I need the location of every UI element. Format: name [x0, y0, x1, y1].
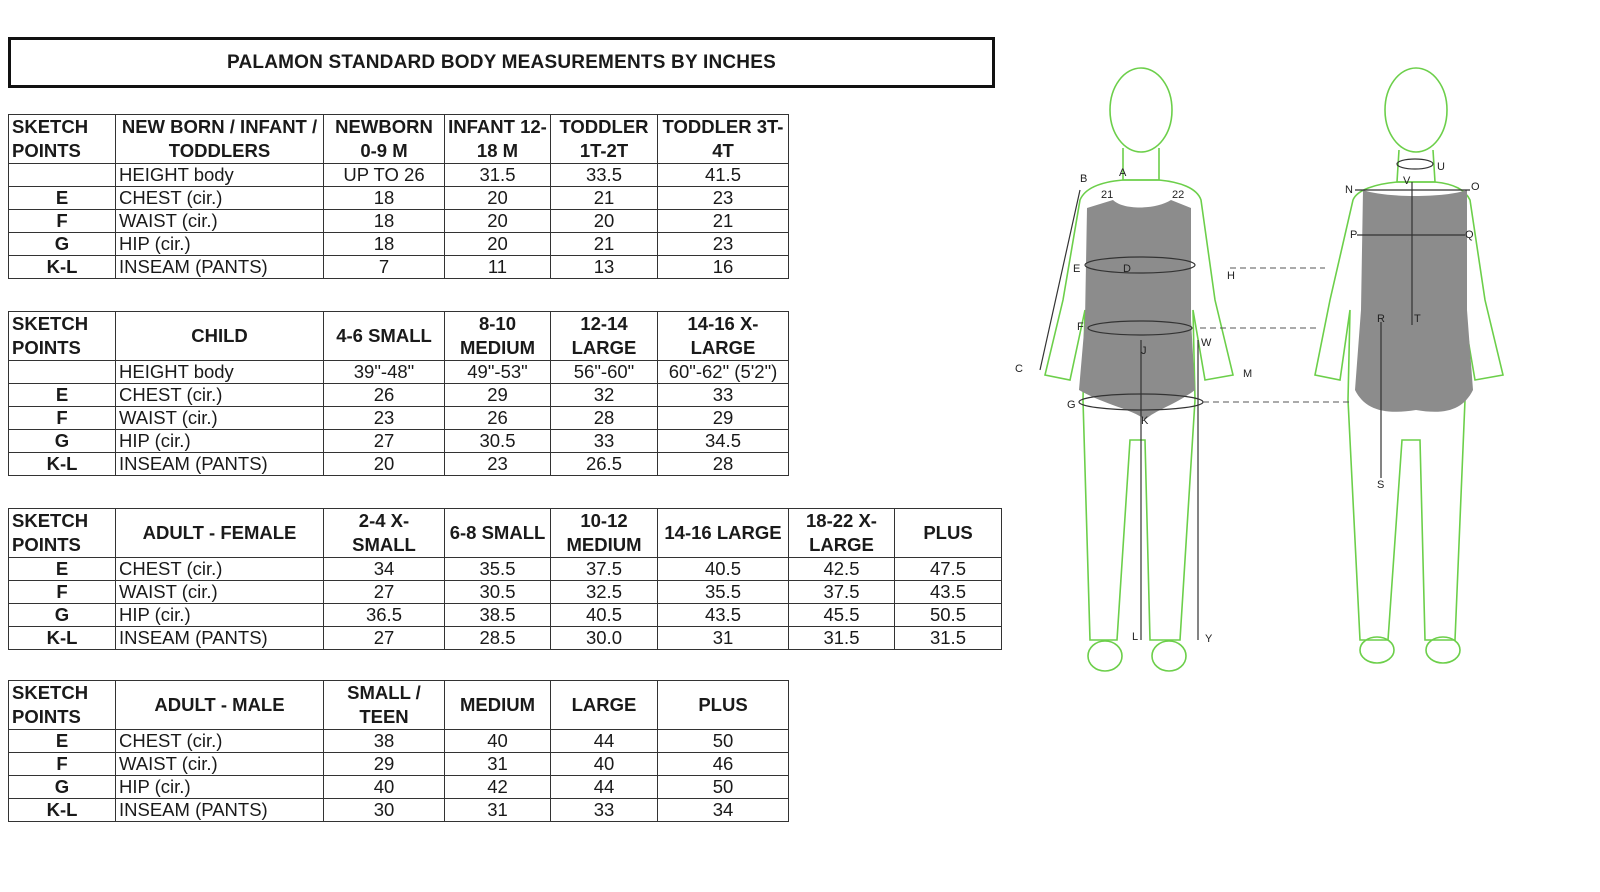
size-header: NEWBORN 0-9 M	[324, 115, 445, 164]
measurement-value-cell: 31	[658, 627, 789, 650]
category-header: ADULT - FEMALE	[116, 509, 324, 558]
table-header-row	[9, 312, 789, 361]
table-row	[9, 558, 1002, 581]
svg-text:R: R	[1377, 313, 1385, 325]
measurement-value-cell: 18	[324, 210, 445, 233]
sketch-point-cell: G	[9, 604, 116, 627]
table-header-row	[9, 115, 789, 164]
measurement-value-cell: 20	[324, 453, 445, 476]
adult-female-table	[8, 508, 1002, 650]
table-header-row	[9, 681, 789, 730]
svg-text:H: H	[1227, 270, 1235, 282]
measurement-label-cell: INSEAM (PANTS)	[116, 627, 324, 650]
measurement-value-cell: 44	[551, 730, 658, 753]
sketch-point-cell: F	[9, 753, 116, 776]
measurement-value-cell: 42.5	[789, 558, 895, 581]
measurement-value-cell: 31.5	[445, 164, 551, 187]
measurement-value-cell: 56"-60"	[551, 361, 658, 384]
guide-dashes	[1200, 268, 1350, 402]
svg-text:G: G	[1067, 399, 1076, 411]
table-row	[9, 210, 789, 233]
measurement-label-cell: CHEST (cir.)	[116, 187, 324, 210]
measurement-value-cell: 27	[324, 430, 445, 453]
measurement-value-cell: 20	[445, 210, 551, 233]
measurement-value-cell: 16	[658, 256, 789, 279]
measurement-value-cell: 34	[324, 558, 445, 581]
measurement-value-cell: 30	[324, 799, 445, 822]
sketch-point-cell: K-L	[9, 256, 116, 279]
svg-text:Y: Y	[1205, 633, 1213, 645]
measurement-label-cell: HIP (cir.)	[116, 776, 324, 799]
svg-text:C: C	[1015, 363, 1023, 375]
measurement-value-cell: 40.5	[551, 604, 658, 627]
sketch-point-cell: E	[9, 384, 116, 407]
size-header: 12-14 LARGE	[551, 312, 658, 361]
measurement-value-cell: 32	[551, 384, 658, 407]
table-row	[9, 753, 789, 776]
sketch-points-header: SKETCH POINTS	[9, 681, 116, 730]
measurement-value-cell: 38	[324, 730, 445, 753]
size-header: 8-10 MEDIUM	[445, 312, 551, 361]
sketch-point-cell	[9, 164, 116, 187]
table-row	[9, 453, 789, 476]
svg-text:N: N	[1345, 184, 1353, 196]
measurement-value-cell: 45.5	[789, 604, 895, 627]
measurement-value-cell: 34.5	[658, 430, 789, 453]
measurement-value-cell: 21	[551, 187, 658, 210]
table-row	[9, 799, 789, 822]
sketch-point-cell: F	[9, 407, 116, 430]
size-header: LARGE	[551, 681, 658, 730]
svg-text:21: 21	[1101, 189, 1114, 201]
measurement-value-cell: 13	[551, 256, 658, 279]
table-row	[9, 430, 789, 453]
size-header: TODDLER 3T-4T	[658, 115, 789, 164]
measurement-value-cell: 29	[445, 384, 551, 407]
measurement-value-cell: 33	[658, 384, 789, 407]
measurement-value-cell: 35.5	[658, 581, 789, 604]
measurement-value-cell: 46	[658, 753, 789, 776]
measurement-value-cell: 27	[324, 581, 445, 604]
category-header: NEW BORN / INFANT / TODDLERS	[116, 115, 324, 164]
table-row	[9, 164, 789, 187]
measurement-value-cell: 38.5	[445, 604, 551, 627]
svg-text:L: L	[1132, 631, 1139, 643]
measurement-value-cell: 7	[324, 256, 445, 279]
table-row	[9, 187, 789, 210]
measurement-label-cell: CHEST (cir.)	[116, 558, 324, 581]
measurement-value-cell: 29	[658, 407, 789, 430]
table-header-row	[9, 509, 1002, 558]
front-torso-fill	[1079, 190, 1473, 420]
svg-text:E: E	[1073, 263, 1081, 275]
measurement-value-cell: 28	[551, 407, 658, 430]
svg-text:V: V	[1403, 175, 1411, 187]
svg-text:K: K	[1141, 415, 1149, 427]
measurement-value-cell: 23	[658, 233, 789, 256]
size-header: 4-6 SMALL	[324, 312, 445, 361]
measurement-label-cell: CHEST (cir.)	[116, 730, 324, 753]
measurement-value-cell: 37.5	[789, 581, 895, 604]
sketch-point-cell: G	[9, 776, 116, 799]
sketch-point-cell: K-L	[9, 799, 116, 822]
size-header: SMALL / TEEN	[324, 681, 445, 730]
measurement-value-cell: 42	[445, 776, 551, 799]
measurement-value-cell: 23	[324, 407, 445, 430]
measurement-value-cell: 50.5	[895, 604, 1002, 627]
sketch-point-cell: E	[9, 558, 116, 581]
size-header: 2-4 X-SMALL	[324, 509, 445, 558]
measurement-value-cell: 40	[551, 753, 658, 776]
measurement-value-cell: 49"-53"	[445, 361, 551, 384]
measurement-label-cell: HEIGHT body	[116, 164, 324, 187]
measurement-value-cell: 37.5	[551, 558, 658, 581]
size-header: TODDLER 1T-2T	[551, 115, 658, 164]
measurement-value-cell: 20	[445, 187, 551, 210]
svg-text:D: D	[1123, 263, 1131, 275]
measurement-value-cell: 40.5	[658, 558, 789, 581]
sketch-point-cell: E	[9, 730, 116, 753]
measurement-label-cell: HIP (cir.)	[116, 604, 324, 627]
measurement-value-cell: 50	[658, 776, 789, 799]
sketch-points-header: SKETCH POINTS	[9, 312, 116, 361]
svg-text:22: 22	[1172, 189, 1185, 201]
measurement-value-cell: 33	[551, 430, 658, 453]
measurement-value-cell: 28	[658, 453, 789, 476]
measurement-value-cell: 31.5	[895, 627, 1002, 650]
sketch-point-cell: F	[9, 581, 116, 604]
svg-text:F: F	[1077, 321, 1084, 333]
table-row	[9, 581, 1002, 604]
measurement-value-cell: 27	[324, 627, 445, 650]
measurement-value-cell: 23	[658, 187, 789, 210]
measurement-value-cell: 31	[445, 753, 551, 776]
measurement-value-cell: 26.5	[551, 453, 658, 476]
measurement-value-cell: 20	[445, 233, 551, 256]
svg-text:Q: Q	[1465, 229, 1474, 241]
table-row	[9, 730, 789, 753]
measurement-label-cell: INSEAM (PANTS)	[116, 453, 324, 476]
measurement-value-cell: 32.5	[551, 581, 658, 604]
measurement-value-cell: 60"-62" (5'2")	[658, 361, 789, 384]
sketch-points-header: SKETCH POINTS	[9, 115, 116, 164]
measurement-value-cell: 41.5	[658, 164, 789, 187]
measurement-label-cell: WAIST (cir.)	[116, 407, 324, 430]
measurement-value-cell: 50	[658, 730, 789, 753]
sketch-point-cell: G	[9, 430, 116, 453]
measurement-label-cell: HIP (cir.)	[116, 233, 324, 256]
measurement-value-cell: 30.5	[445, 430, 551, 453]
measurement-value-cell: 31.5	[789, 627, 895, 650]
sketch-point-cell: G	[9, 233, 116, 256]
measurement-value-cell: 36.5	[324, 604, 445, 627]
svg-text:U: U	[1437, 161, 1445, 173]
svg-text:B: B	[1080, 173, 1088, 185]
table-row	[9, 384, 789, 407]
measurement-value-cell: 43.5	[895, 581, 1002, 604]
measurement-value-cell: 39"-48"	[324, 361, 445, 384]
sketch-point-cell: K-L	[9, 627, 116, 650]
adult-male-table	[8, 680, 789, 822]
measurement-value-cell: 40	[445, 730, 551, 753]
measurement-value-cell: 43.5	[658, 604, 789, 627]
svg-text:J: J	[1141, 345, 1147, 357]
sketch-point-cell: F	[9, 210, 116, 233]
svg-text:O: O	[1471, 181, 1480, 193]
measurement-value-cell: 23	[445, 453, 551, 476]
sketch-point-cell: E	[9, 187, 116, 210]
page-title: PALAMON STANDARD BODY MEASUREMENTS BY INCHES	[8, 37, 995, 88]
measurement-label-cell: HIP (cir.)	[116, 430, 324, 453]
size-header: MEDIUM	[445, 681, 551, 730]
svg-text:W: W	[1201, 337, 1212, 349]
measurement-label-cell: HEIGHT body	[116, 361, 324, 384]
size-header: 6-8 SMALL	[445, 509, 551, 558]
measurement-value-cell: 11	[445, 256, 551, 279]
measurement-value-cell: 44	[551, 776, 658, 799]
svg-text:S: S	[1377, 479, 1385, 491]
measurement-value-cell: 30.5	[445, 581, 551, 604]
measurement-value-cell: 40	[324, 776, 445, 799]
sketch-points-header: SKETCH POINTS	[9, 509, 116, 558]
svg-text:M: M	[1243, 368, 1253, 380]
size-header: INFANT 12-18 M	[445, 115, 551, 164]
svg-text:T: T	[1414, 313, 1421, 325]
measurement-label-cell: CHEST (cir.)	[116, 384, 324, 407]
table-row	[9, 776, 789, 799]
measurement-value-cell: 21	[551, 233, 658, 256]
measurement-label-cell: INSEAM (PANTS)	[116, 799, 324, 822]
measurement-value-cell: 20	[551, 210, 658, 233]
measurement-value-cell: 28.5	[445, 627, 551, 650]
measurement-value-cell: 29	[324, 753, 445, 776]
size-header: 14-16 LARGE	[658, 509, 789, 558]
size-header: 10-12 MEDIUM	[551, 509, 658, 558]
svg-text:P: P	[1350, 229, 1358, 241]
table-row	[9, 233, 789, 256]
measurement-label-cell: WAIST (cir.)	[116, 753, 324, 776]
sketch-point-cell: K-L	[9, 453, 116, 476]
measurement-value-cell: 33.5	[551, 164, 658, 187]
measurement-value-cell: 33	[551, 799, 658, 822]
measurement-value-cell: 21	[658, 210, 789, 233]
table-row	[9, 361, 789, 384]
table-row	[9, 407, 789, 430]
body-measurement-diagram	[1005, 60, 1565, 700]
table-row	[9, 627, 1002, 650]
measurement-value-cell: 47.5	[895, 558, 1002, 581]
measurement-value-cell: 31	[445, 799, 551, 822]
table-row	[9, 256, 789, 279]
measurement-label-cell: INSEAM (PANTS)	[116, 256, 324, 279]
measurement-label-cell: WAIST (cir.)	[116, 210, 324, 233]
size-header: PLUS	[895, 509, 1002, 558]
measurement-label-cell: WAIST (cir.)	[116, 581, 324, 604]
measurement-value-cell: 34	[658, 799, 789, 822]
child-table	[8, 311, 789, 476]
measurement-value-cell: UP TO 26	[324, 164, 445, 187]
newborn-infant-toddler-table	[8, 114, 789, 279]
measurement-value-cell: 26	[445, 407, 551, 430]
size-header: PLUS	[658, 681, 789, 730]
measurement-value-cell: 18	[324, 187, 445, 210]
measurement-value-cell: 30.0	[551, 627, 658, 650]
category-header: ADULT - MALE	[116, 681, 324, 730]
measurement-value-cell: 35.5	[445, 558, 551, 581]
size-header: 18-22 X-LARGE	[789, 509, 895, 558]
measurement-value-cell: 18	[324, 233, 445, 256]
sketch-point-cell	[9, 361, 116, 384]
table-row	[9, 604, 1002, 627]
measurement-value-cell: 26	[324, 384, 445, 407]
size-header: 14-16 X-LARGE	[658, 312, 789, 361]
category-header: CHILD	[116, 312, 324, 361]
svg-text:A: A	[1119, 167, 1127, 179]
